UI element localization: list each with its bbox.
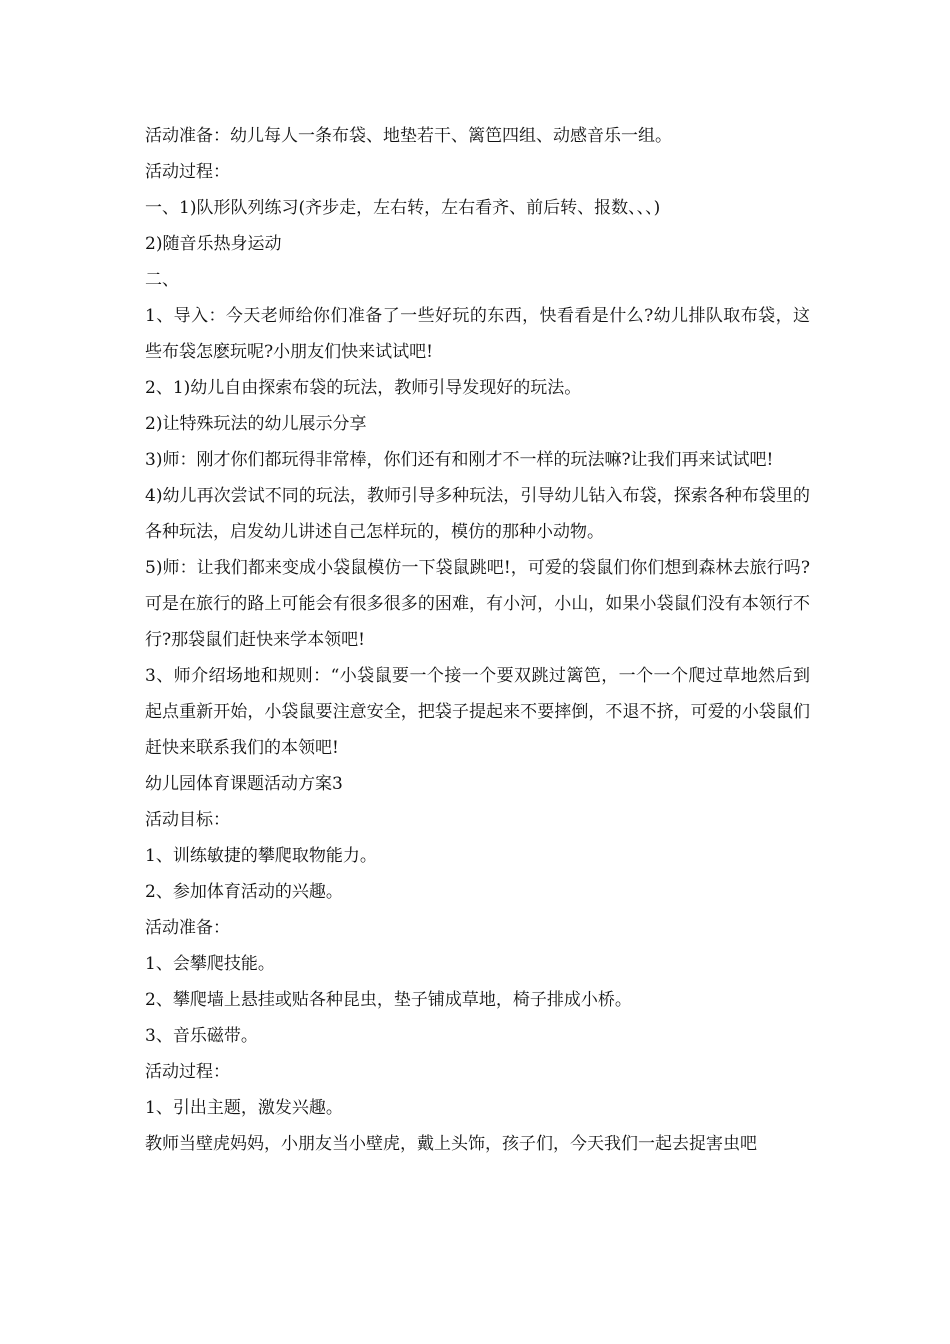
section-heading: 幼儿园体育课题活动方案3	[145, 774, 343, 794]
paragraph: 二、	[145, 270, 179, 290]
paragraph: 教师当壁虎妈妈，小朋友当小壁虎，戴上头饰，孩子们，今天我们一起去捉害虫吧	[145, 1134, 757, 1154]
paragraph: 一、1)队形队列练习(齐步走，左右转，左右看齐、前后转、报数、、、)	[145, 198, 661, 218]
paragraph: 2)让特殊玩法的幼儿展示分享	[145, 414, 367, 434]
paragraph: 4)幼儿再次尝试不同的玩法，教师引导多种玩法，引导幼儿钻入布袋，探索各种布袋里的各种玩法，启发幼儿讲述自己怎样玩的，模仿的那种小动物。	[145, 486, 810, 542]
paragraph: 2、参加体育活动的兴趣。	[145, 882, 343, 902]
paragraph: 3、师介绍场地和规则：“小袋鼠要一个接一个要双跳过篱笆，一个一个爬过草地然后到起点重新开始，小袋鼠要注意安全，把袋子提起来不要摔倒，不退不挤，可爱的小袋鼠们赶快来联系我们的本领吧!	[145, 666, 810, 758]
paragraph: 3、音乐磁带。	[145, 1026, 258, 1046]
paragraph: 活动准备：幼儿每人一条布袋、地垫若干、篱笆四组、动感音乐一组。	[145, 126, 672, 146]
paragraph: 1、导入：今天老师给你们准备了一些好玩的东西，快看看是什么?幼儿排队取布袋，这些布袋怎麽玩呢?小朋友们快来试试吧!	[145, 306, 810, 362]
paragraph: 活动过程：	[145, 1062, 230, 1082]
paragraph: 1、会攀爬技能。	[145, 954, 275, 974]
paragraph: 1、引出主题，激发兴趣。	[145, 1098, 343, 1118]
paragraph: 2)随音乐热身运动	[145, 234, 282, 254]
paragraph: 活动目标：	[145, 810, 230, 830]
paragraph: 活动准备：	[145, 918, 230, 938]
paragraph: 2、攀爬墙上悬挂或贴各种昆虫，垫子铺成草地，椅子排成小桥。	[145, 990, 632, 1010]
paragraph: 2、1)幼儿自由探索布袋的玩法，教师引导发现好的玩法。	[145, 378, 582, 398]
paragraph: 1、训练敏捷的攀爬取物能力。	[145, 846, 377, 866]
paragraph: 3)师：刚才你们都玩得非常棒，你们还有和刚才不一样的玩法嘛?让我们再来试试吧!	[145, 450, 774, 470]
paragraph: 5)师：让我们都来变成小袋鼠模仿一下袋鼠跳吧!，可爱的袋鼠们你们想到森林去旅行吗?可是在旅行的路上可能会有很多很多的困难，有小河，小山，如果小袋鼠们没有本领行不行?那袋鼠们赶快来学本领吧!	[145, 558, 810, 650]
paragraph: 活动过程：	[145, 162, 230, 182]
document-body	[145, 118, 810, 1162]
